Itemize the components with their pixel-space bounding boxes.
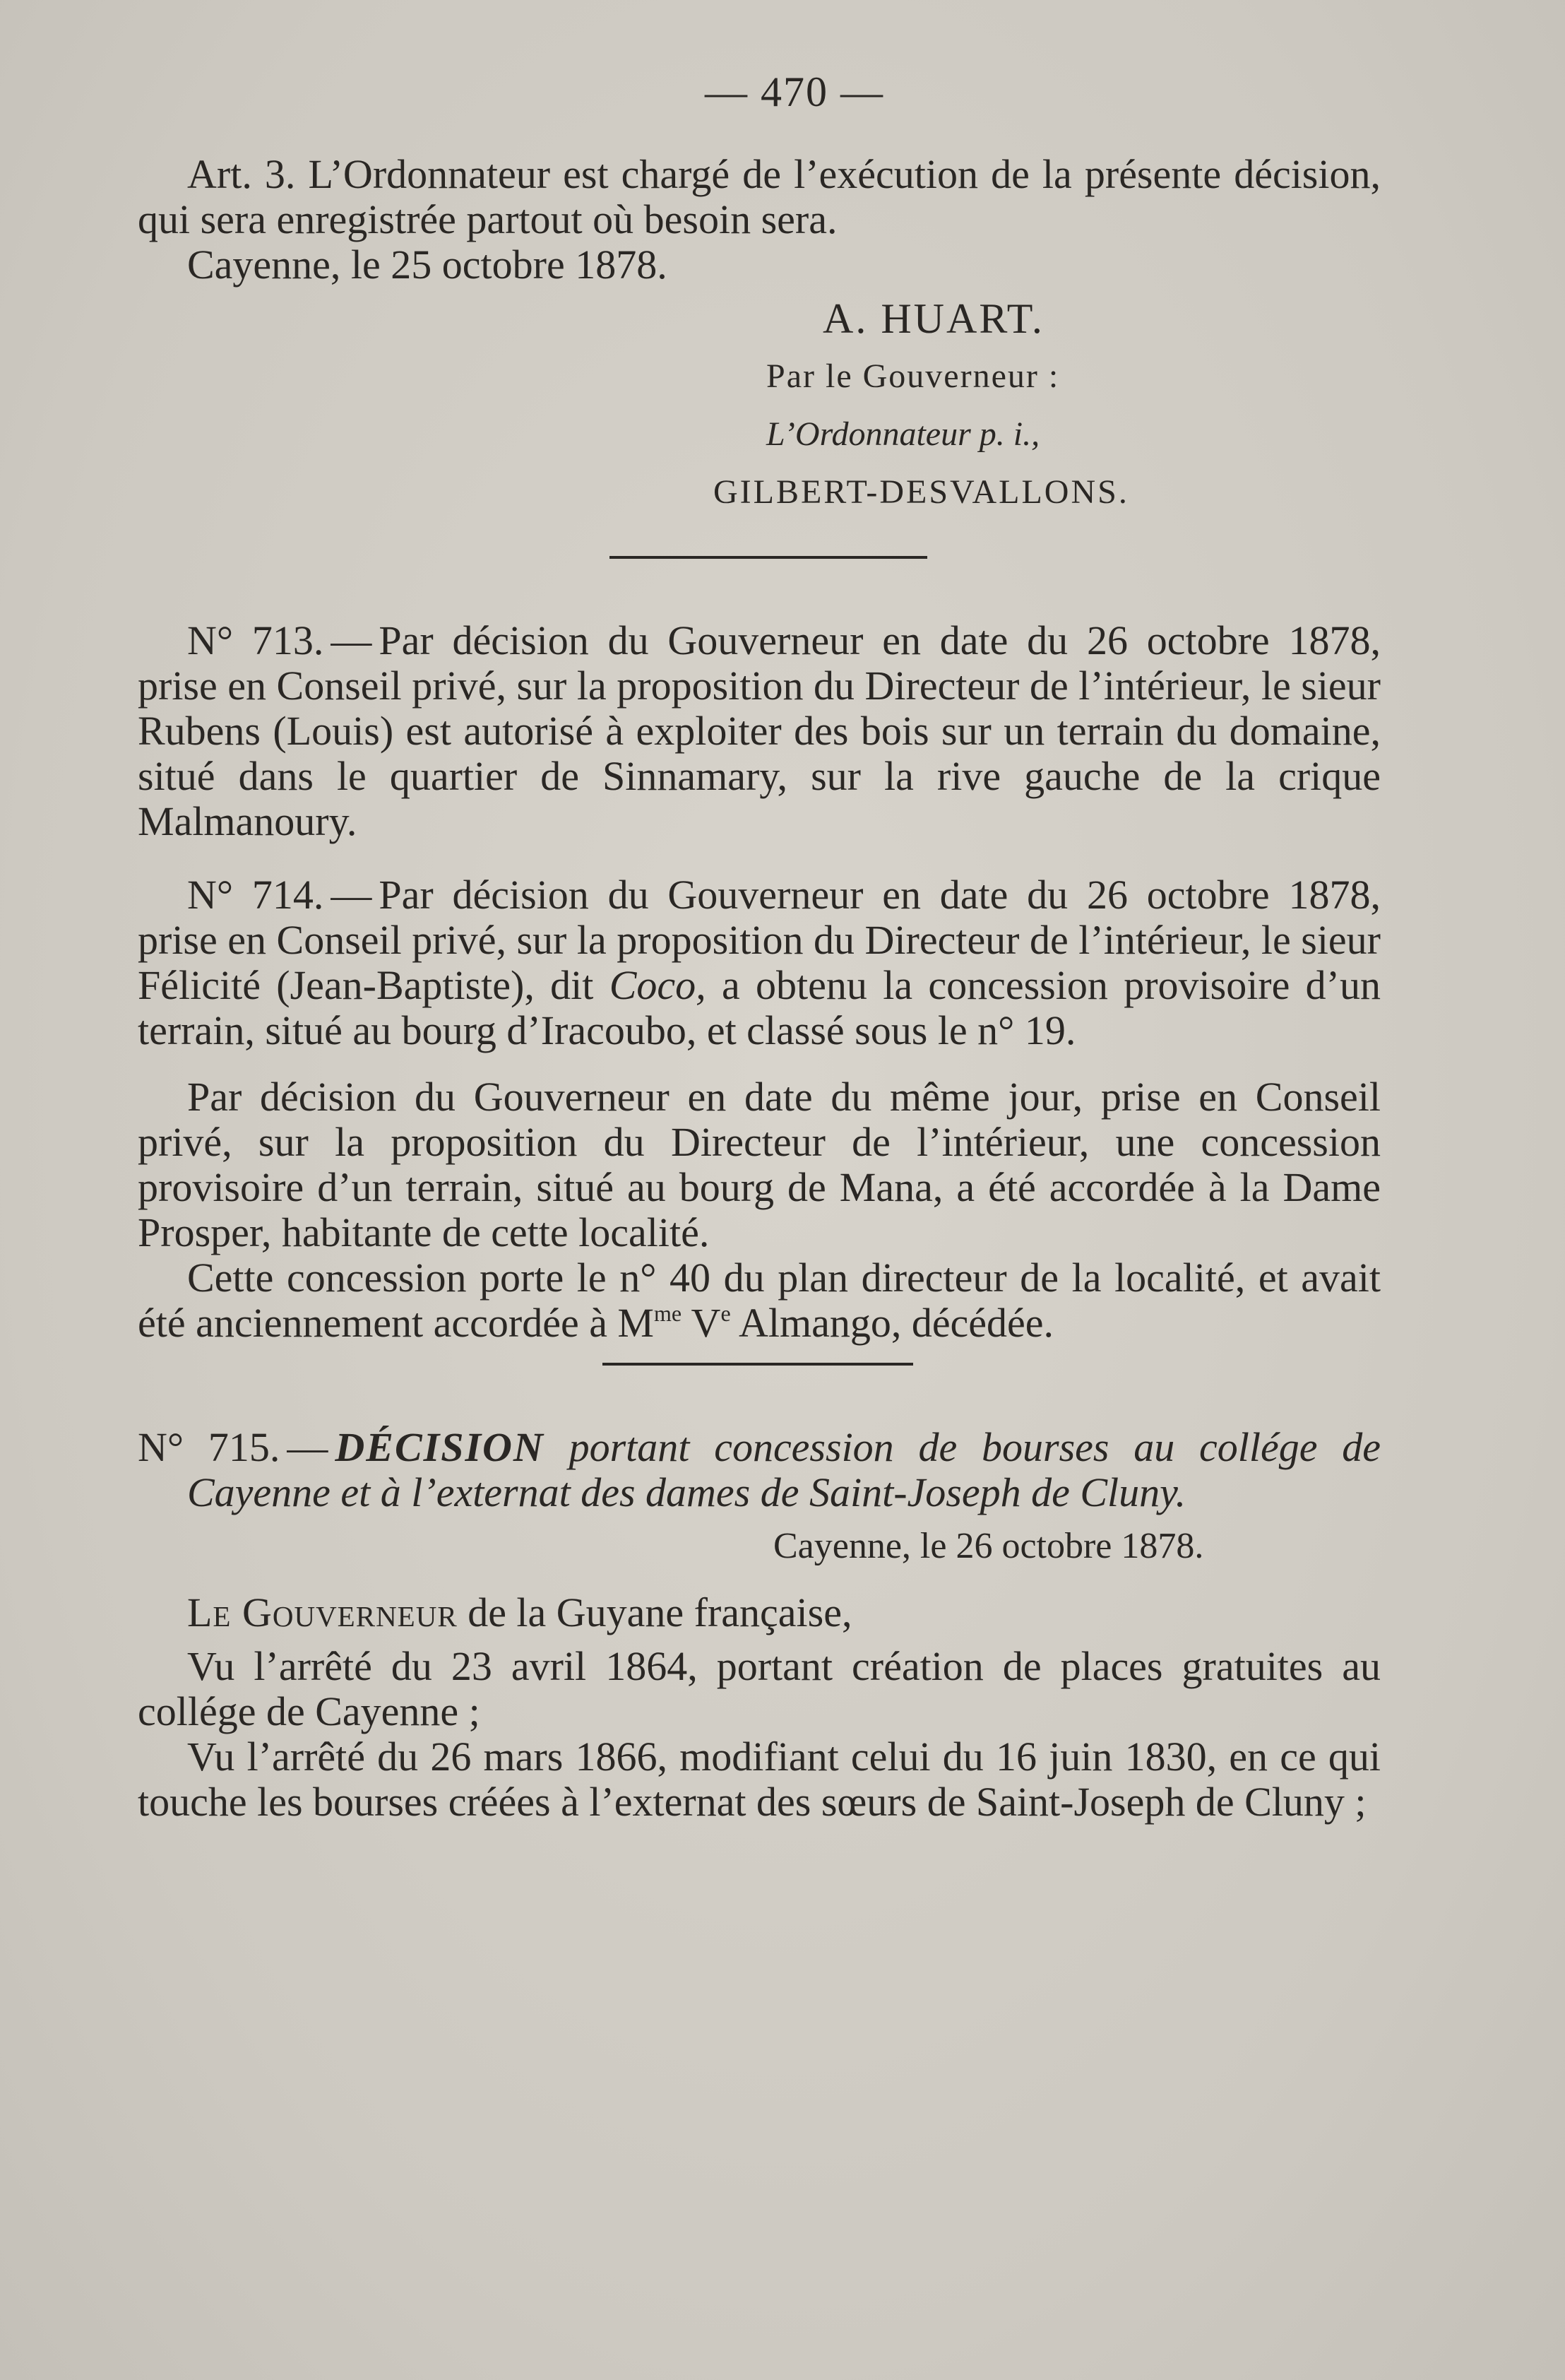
- decision-715-dateline: Cayenne, le 26 octobre 1878.: [773, 1526, 1204, 1566]
- decision-text: Par décision du Gouverneur en date du 26 octobre 1878, prise en Conseil privé, sur la proposition du Directeur de l’intérieur, le sieur Félicité (Jean-Baptiste), dit: [138, 872, 1381, 1008]
- place-date: Cayenne, le 25 octobre 1878.: [187, 242, 667, 288]
- page-content: [138, 71, 1381, 1825]
- governor-caps: Le Gouverneur: [187, 1589, 458, 1635]
- decision-number: N° 713.: [187, 617, 324, 663]
- decision-714-para3: Cette concession porte le n° 40 du plan directeur de la localité, et avait été anciennement accordée à $M^{me}$ Ve Almango, décédée.: [138, 1255, 1381, 1346]
- decision-713: N° 713. — Par décision du Gouverneur en date du 26 octobre 1878, prise en Conseil privé, sur la proposition du Directeur de l’intérieur, le sieur Rubens (Louis) est autorisé à exploiter des bois sur un terrain du domaine, situé dans le quartier de Sinnamary, sur la rive gauche de la crique Malmanoury.: [138, 617, 1381, 844]
- section-divider: [609, 556, 927, 559]
- signatory-by: Par le Gouverneur :: [766, 357, 1060, 395]
- article-3: Art. 3. L’Ordonnateur est chargé de l’exécution de la présente décision, qui sera enregistrée partout où besoin sera.: [138, 151, 1381, 242]
- decision-text: Par décision du Gouverneur en date du 26 octobre 1878, prise en Conseil privé, sur la proposition du Directeur de l’intérieur, le sieur Rubens (Louis) est autorisé à exploiter des bois sur un terrain du domaine, situé dans le quartier de Sinnamary, sur la rive gauche de la crique Malmanoury.: [138, 617, 1381, 844]
- nickname: Coco,: [609, 962, 706, 1008]
- signatory-name: A. HUART.: [823, 295, 1045, 342]
- heading-word: DÉCISION: [335, 1424, 545, 1470]
- considerant-2: Vu l’arrêté du 26 mars 1866, modifiant celui du 16 juin 1830, en ce qui touche les bourses créées à l’externat des sœurs de Saint-Joseph de Cluny ;: [138, 1734, 1381, 1825]
- decision-715-heading: N° 715. — DÉCISION portant concession de bourses au collége de Cayenne et à l’externat des dames de Saint-Joseph de Cluny.: [138, 1424, 1381, 1515]
- page-number: — 470 —: [705, 69, 884, 115]
- signatory-role: L’Ordonnateur p. i.,: [766, 415, 1040, 453]
- decision-text-end: a obtenu la concession provisoire d’un terrain, situé au bourg d’Iracoubo, et classé sous le n° 19.: [138, 962, 1381, 1053]
- decision-number: N° 714.: [187, 872, 324, 918]
- considerant-1: Vu l’arrêté du 23 avril 1864, portant création de places gratuites au collége de Cayenne ;: [138, 1643, 1381, 1734]
- decision-714: N° 714. — Par décision du Gouverneur en date du 26 octobre 1878, prise en Conseil privé, sur la proposition du Directeur de l’intérieur, le sieur Félicité (Jean-Baptiste), dit Coco, a obtenu la concession provisoire d’un terrain, situé au bourg d’Iracoubo, et classé sous le n° 19.: [138, 872, 1381, 1053]
- decision-714-para2: Par décision du Gouverneur en date du même jour, prise en Conseil privé, sur la proposition du Directeur de l’intérieur, une concession provisoire d’un terrain, situé au bourg de Mana, a été accordée à la Dame Prosper, habitante de cette localité.: [138, 1074, 1381, 1255]
- governor-line: Le Gouverneur de la Guyane française,: [187, 1589, 852, 1635]
- section-divider: [602, 1363, 913, 1366]
- countersignatory: GILBERT-DESVALLONS.: [713, 473, 1129, 511]
- heading-rest: portant concession de bourses au collége de Cayenne et à l’externat des dames de Saint-Joseph de Cluny.: [187, 1424, 1381, 1515]
- decision-number: N° 715.: [138, 1424, 280, 1470]
- signature-block: [138, 296, 1381, 515]
